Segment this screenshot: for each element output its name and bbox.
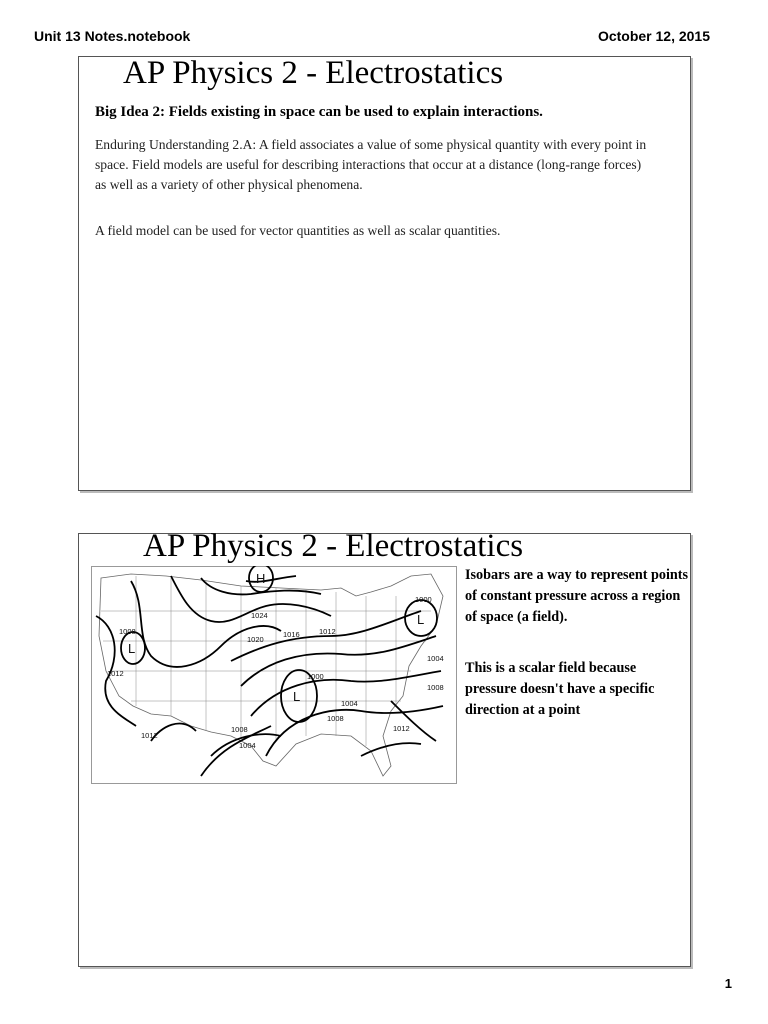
isobar-label: 1012 bbox=[319, 627, 336, 636]
isobar-weather-map bbox=[91, 566, 457, 784]
scalar-field-description: This is a scalar field because pressure doesn't have a specific direction at a point bbox=[465, 660, 655, 718]
isobar-label: 1024 bbox=[251, 611, 268, 620]
isobar-label: 1000 bbox=[307, 672, 324, 681]
slide-title: AP Physics 2 - Electrostatics bbox=[123, 55, 504, 91]
isobar-label: 1004 bbox=[239, 741, 256, 750]
low-pressure-symbol: L bbox=[417, 612, 425, 627]
slide-2 bbox=[78, 528, 691, 967]
low-pressure-symbol: L bbox=[293, 689, 301, 704]
low-pressure-symbol: L bbox=[128, 641, 136, 656]
enduring-understanding-text: Enduring Understanding 2.A: A field associates a value of some physical quantity with every point in space. Field models are useful for describing interactions that occur at a distance (long-range forces) as well as a variety of other physical phenomena. bbox=[95, 137, 647, 192]
isobar-label: 1008 bbox=[427, 683, 444, 692]
page-number: 1 bbox=[724, 976, 732, 991]
isobar-label: 1012 bbox=[141, 731, 158, 740]
isobar-label: 1012 bbox=[107, 669, 124, 678]
slide-title: AP Physics 2 - Electrostatics bbox=[143, 528, 524, 564]
big-idea-heading: Big Idea 2: Fields existing in space can be used to explain interactions. bbox=[95, 104, 543, 120]
isobar-label: 1008 bbox=[231, 725, 248, 734]
high-pressure-symbol: H bbox=[256, 571, 266, 586]
isobar-label: 1008 bbox=[327, 714, 344, 723]
notebook-date: October 12, 2015 bbox=[597, 28, 710, 44]
isobar-label: 1008 bbox=[119, 627, 136, 636]
isobar-label: 1000 bbox=[415, 595, 432, 604]
isobar-label: 1012 bbox=[393, 724, 410, 733]
notebook-filename: Unit 13 Notes.notebook bbox=[34, 28, 191, 44]
isobars-description: Isobars are a way to represent points of constant pressure across a region of space (a field). bbox=[465, 567, 689, 625]
vector-scalar-note: A field model can be used for vector quantities as well as scalar quantities. bbox=[95, 223, 501, 238]
isobar-label: 1004 bbox=[427, 654, 444, 663]
isobar-label: 1020 bbox=[247, 635, 264, 644]
isobar-label: 1004 bbox=[341, 699, 358, 708]
slide-1 bbox=[78, 56, 691, 491]
isobar-label: 1016 bbox=[283, 630, 300, 639]
